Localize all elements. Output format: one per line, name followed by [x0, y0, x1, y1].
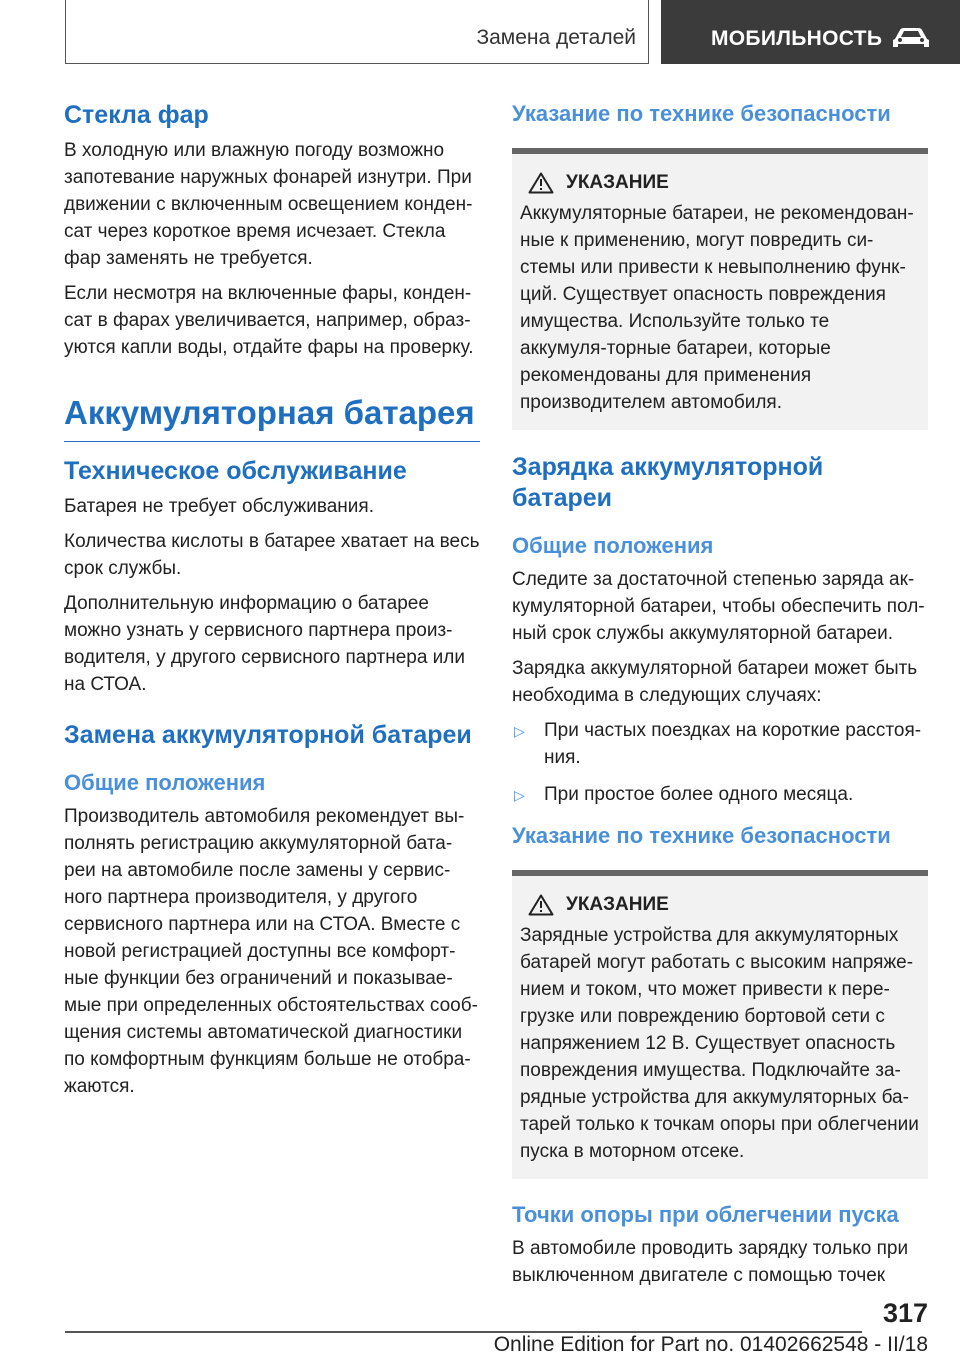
battery-replacement-heading: Замена аккумуляторной батареи [64, 721, 472, 749]
triangle-bullet-icon: ▷ [514, 723, 525, 739]
safety-heading-1: Указание по технике безопасности [512, 101, 891, 126]
maintenance-paragraph-2: Количества кислоты в батарее хватает на весь срок службы. [64, 531, 480, 579]
warning-1-title: УКАЗАНИЕ [566, 172, 669, 193]
triangle-bullet-icon: ▷ [514, 787, 525, 803]
header-chapter-box [661, 0, 960, 64]
headlight-paragraph-1: В холодную или влажную погоду возможно запотевание наружных фонарей изнутри. При движении с включенным освещением конден-сат через короткое время исчезает. Стекла фар заменять не требуется. [64, 140, 473, 269]
warning-2-title: УКАЗАНИЕ [566, 894, 669, 915]
charging-general-heading: Общие положения [512, 533, 714, 558]
right-column [512, 100, 928, 1297]
list-item-text: При частых поездках на короткие расстоя-ния. [544, 720, 922, 768]
headlight-glass-heading: Стекла фар [64, 101, 209, 129]
warning-triangle-icon [528, 894, 554, 916]
warning-box-2 [512, 870, 928, 1179]
charging-paragraph-2: Зарядка аккумуляторной батареи может быть необходима в следующих случаях: [512, 658, 918, 706]
headlight-paragraph-2: Если несмотря на включенные фары, конден-сат в фарах увеличивается, например, образ-уются капли воды, отдайте фары на проверку. [64, 283, 474, 358]
replacement-general-heading: Общие положения [64, 770, 266, 795]
list-item [512, 781, 928, 808]
header-section-box [65, 0, 649, 64]
list-item-text: При простое более одного месяца. [544, 784, 854, 805]
charging-paragraph-1: Следите за достаточной степенью заряда ак-кумуляторной батареи, чтобы обеспечить пол-ный срок службы аккумуляторной батареи. [512, 569, 925, 644]
footer-edition: Online Edition for Part no. 01402662548 - II/18 [493, 1333, 928, 1356]
car-icon [891, 26, 931, 50]
jump-start-heading: Точки опоры при облегчении пуска [512, 1202, 899, 1227]
jump-start-paragraph: В автомобиле проводить зарядку только при выключенном двигателе с помощью точек [512, 1238, 909, 1286]
warning-2-text: Зарядные устройства для аккумуляторных батарей могут работать с высоким напряже-нием и током, что может привести к пере-грузке или повреждению бортовой сети с напряжением 12 В. Существует опасность повреждения имущества. Подключайте за-рядные устройства для аккумуляторных ба-тарей только к точкам опоры при облегчении пуска в моторном отсеке. [520, 925, 919, 1162]
replacement-paragraph: Производитель автомобиля рекомендует вы-полнять регистрацию аккумуляторной бата-реи на автомобиле после замены у сервис-ного партнера производителя, у другого сервисного партнера или на СТОА. Вместе с новой регистрацией доступны все комфорт-ные функции без ограничений и показывае-мые при определенных обстоятельствах сооб-щения системы автоматической диагностики по комфортным функциям больше не отобра-жаются. [64, 806, 478, 1097]
list-item [512, 717, 928, 771]
maintenance-paragraph-1: Батарея не требует обслуживания. [64, 496, 374, 517]
battery-charging-heading: Зарядка аккумуляторной батареи [512, 453, 824, 512]
page-number: 317 [882, 1298, 928, 1328]
warning-box-1 [512, 148, 928, 430]
safety-heading-2: Указание по технике безопасности [512, 823, 891, 848]
header-chapter-title: МОБИЛЬНОСТЬ [711, 27, 883, 50]
left-column [64, 100, 480, 1108]
maintenance-paragraph-3: Дополнительную информацию о батарее можно узнать у сервисного партнера произ-водителя, у другого сервисного партнера или на СТОА. [64, 593, 465, 695]
warning-1-text: Аккумуляторные батареи, не рекомендован-ные к применению, могут повредить си-стемы или привести к невыполнению функ-ций. Существует опасность повреждения имущества. Используйте только те аккумуля-торные батареи, которые рекомендованы для применения производителем автомобиля. [520, 203, 914, 413]
battery-chapter-title: Аккумуляторная батарея [64, 391, 480, 442]
warning-triangle-icon [528, 172, 554, 194]
maintenance-heading: Техническое обслуживание [64, 457, 407, 485]
header-section-title: Замена деталей [476, 26, 636, 49]
